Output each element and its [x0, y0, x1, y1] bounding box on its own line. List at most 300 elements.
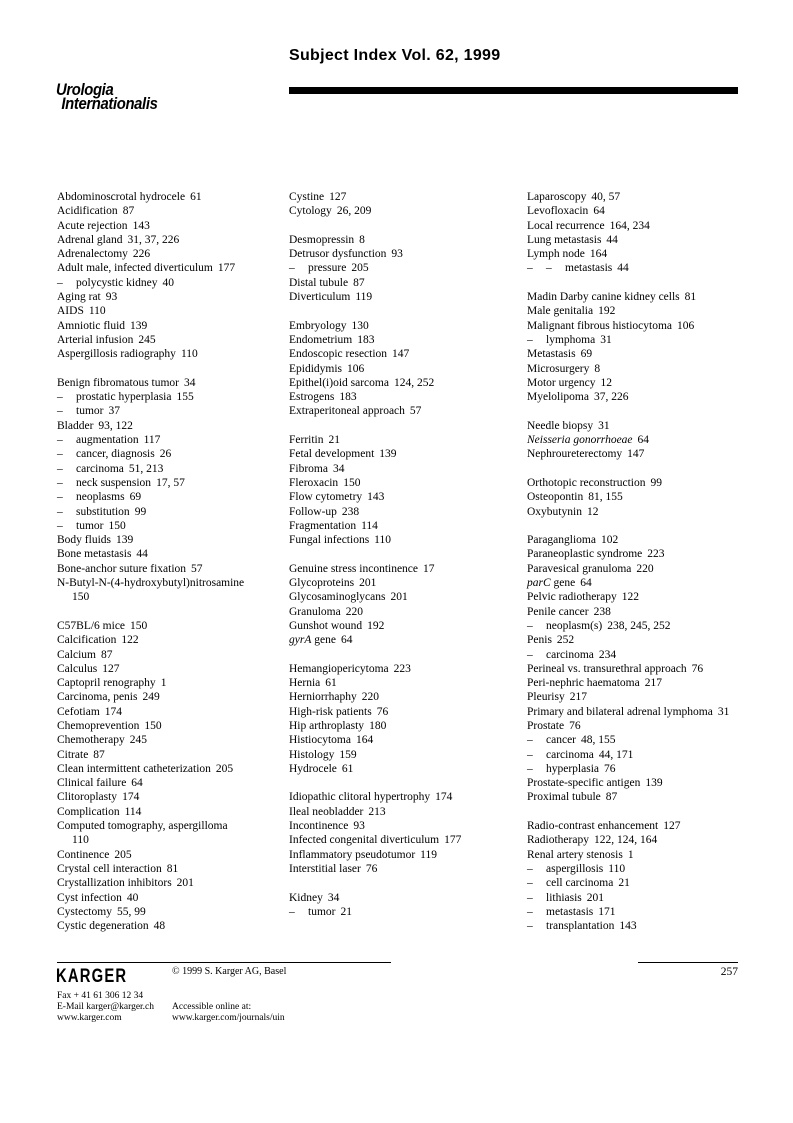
index-group — [289, 233, 520, 304]
page-numbers: 130 — [351, 319, 369, 332]
index-entry: Histiocytoma 164 — [289, 734, 374, 747]
page-numbers: 155 — [176, 391, 194, 404]
page-numbers: 44 — [617, 262, 629, 275]
index-entry: Gunshot wound 192 — [289, 619, 385, 632]
page-numbers: 64 — [580, 577, 592, 590]
page-numbers: 143 — [367, 491, 385, 504]
index-entry: Cytology 26, 209 — [289, 205, 372, 218]
index-group — [527, 190, 775, 276]
subentry-dash: – — [527, 905, 533, 918]
page-numbers: 150 — [343, 476, 361, 489]
index-entry: Crystallization inhibitors 201 — [57, 877, 194, 890]
page-numbers: 57 — [191, 562, 203, 575]
index-entry: Desmopressin 8 — [289, 233, 365, 246]
page-numbers: 37 — [108, 405, 120, 418]
index-column-2 — [289, 190, 520, 919]
index-group — [527, 290, 775, 404]
index-entry: Calculus 127 — [57, 662, 120, 675]
page-numbers: 37, 226 — [593, 391, 629, 404]
index-entry: Pelvic radiotherapy 122 — [527, 591, 639, 604]
index-group — [289, 562, 520, 648]
index-entry: Needle biopsy 31 — [527, 419, 610, 432]
page-numbers: 87 — [100, 648, 113, 661]
index-entry: Penis 252 — [527, 634, 575, 647]
index-entry: Incontinence 93 — [289, 820, 365, 833]
index-entry: – prostatic hyperplasia 155 — [57, 391, 194, 404]
index-entry: Radiotherapy 122, 124, 164 — [527, 834, 658, 847]
fax-line: Fax + 41 61 306 12 34 — [57, 991, 144, 1001]
index-column-3 — [527, 190, 775, 933]
index-entry: Paravesical granuloma 220 — [527, 562, 654, 575]
index-entry: Carcinoma, penis 249 — [57, 691, 160, 704]
index-entry: – lymphoma 31 — [527, 333, 612, 346]
index-entry: Bone metastasis 44 — [57, 548, 148, 561]
index-entry: High-risk patients 76 — [289, 705, 389, 718]
index-entry: Microsurgery 8 — [527, 362, 601, 375]
page-numbers: 223 — [393, 662, 411, 675]
index-entry: Inflammatory pseudotumor 119 — [289, 848, 437, 861]
page-numbers: 69 — [580, 348, 593, 361]
index-group — [527, 819, 775, 933]
index-entry: Idiopathic clitoral hypertrophy 174 — [289, 791, 453, 804]
index-entry: Local recurrence 164, 234 — [527, 219, 650, 232]
index-entry: – polycystic kidney 40 — [57, 276, 174, 289]
page-numbers: 174 — [104, 705, 123, 718]
page-numbers: 99 — [134, 505, 147, 518]
index-entry: Prostate 76 — [527, 719, 581, 732]
index-entry: Radio-contrast enhancement 127 — [527, 820, 681, 833]
footer-rule-right — [638, 962, 738, 963]
index-entry: – cancer 48, 155 — [527, 734, 616, 747]
index-entry: Epithel(i)oid sarcoma 124, 252 — [289, 376, 435, 389]
page-numbers: 122 — [621, 591, 639, 604]
index-entry: Abdominoscrotal hydrocele 61 — [57, 191, 202, 203]
page-numbers: 17, 57 — [156, 476, 185, 489]
index-entry: Estrogens 183 — [289, 391, 357, 404]
page-numbers: 76 — [691, 662, 704, 675]
index-entry: Granuloma 220 — [289, 605, 363, 618]
index-entry: Oxybutynin 12 — [527, 505, 599, 518]
index-entry: Fleroxacin 150 — [289, 476, 361, 489]
index-entry: – hyperplasia 76 — [527, 762, 616, 775]
page-numbers: 31 — [717, 705, 730, 718]
subentry-dash: – — [57, 519, 63, 532]
page-numbers: 164 — [589, 248, 608, 261]
index-entry: Fetal development 139 — [289, 448, 397, 461]
page-numbers: 40 — [126, 891, 139, 904]
index-group — [527, 533, 775, 805]
subentry-dash: – — [527, 877, 533, 890]
index-entry: Neisseria gonorrhoeae 64 — [527, 434, 650, 447]
page-numbers: 61 — [341, 762, 354, 775]
index-group — [289, 319, 520, 419]
page-numbers: 99 — [650, 476, 662, 489]
page-numbers: 55, 99 — [116, 905, 146, 918]
page-numbers: 180 — [369, 719, 387, 732]
page-numbers: 93 — [391, 248, 403, 261]
page-numbers: 44 — [606, 233, 618, 246]
index-entry: Genuine stress incontinence 17 — [289, 562, 435, 575]
page-numbers: 238 — [593, 605, 611, 618]
index-entry: Bone-anchor suture fixation 57 — [57, 562, 203, 575]
page-numbers: 8 — [594, 362, 601, 375]
page-numbers: 124, 252 — [393, 376, 435, 389]
subentry-dash: – — [527, 762, 533, 775]
page-numbers: 177 — [444, 834, 462, 847]
index-group — [289, 891, 520, 920]
page-numbers: 21 — [328, 434, 340, 447]
page-numbers: 119 — [420, 848, 437, 861]
page-numbers: 21 — [618, 877, 630, 890]
index-entry: Cyst infection 40 — [57, 891, 139, 904]
footer-rule-left — [57, 962, 391, 963]
page-numbers: 213 — [368, 805, 386, 818]
page-numbers: 69 — [129, 491, 142, 504]
index-entry: Adrenalectomy 226 — [57, 248, 151, 261]
page-numbers: 110 — [88, 305, 106, 318]
subentry-dash: – — [546, 262, 552, 275]
page-numbers: 201 — [359, 577, 377, 590]
index-entry: Hernia 61 — [289, 677, 337, 690]
page-numbers: 150 — [144, 719, 162, 732]
page-numbers: 31 — [598, 419, 610, 432]
page-numbers: 252 — [556, 634, 575, 647]
page-numbers: 147 — [392, 348, 410, 361]
page-numbers: 205 — [215, 762, 234, 775]
page-numbers: 64 — [637, 434, 650, 447]
index-entry: Follow-up 238 — [289, 505, 360, 518]
index-entry: – cancer, diagnosis 26 — [57, 448, 172, 461]
page-numbers: 150 — [108, 519, 126, 532]
page-numbers: 1 — [160, 677, 167, 690]
subentry-dash: – — [289, 262, 295, 275]
index-entry: – – metastasis 44 — [527, 262, 629, 275]
page-numbers: 127 — [663, 820, 681, 833]
index-entry: Laparoscopy 40, 57 — [527, 191, 621, 203]
index-entry: Perineal vs. transurethral approach 76 — [527, 662, 704, 675]
index-entry: Ferritin 21 — [289, 434, 340, 447]
index-entry: Ileal neobladder 213 — [289, 805, 386, 818]
page-numbers: 48 — [153, 920, 166, 933]
subentry-dash: – — [527, 734, 533, 747]
page-numbers: 81 — [166, 862, 179, 875]
page-numbers: 205 — [351, 262, 369, 275]
index-entry: Glycoproteins 201 — [289, 577, 377, 590]
index-entry: Aging rat 93 — [57, 291, 118, 304]
index-entry: Hydrocele 61 — [289, 762, 354, 775]
index-entry: Flow cytometry 143 — [289, 491, 385, 504]
index-entry: Endometrium 183 — [289, 333, 375, 346]
index-group — [57, 190, 282, 362]
online-label: Accessible online at: — [172, 1002, 252, 1012]
index-entry: Bladder 93, 122 — [57, 419, 133, 432]
page-numbers: 61 — [190, 191, 202, 203]
website-line: www.karger.com — [57, 1013, 122, 1023]
page-numbers: 220 — [636, 562, 654, 575]
page-numbers: 87 — [93, 748, 105, 761]
index-entry: Continence 205 — [57, 848, 132, 861]
page-numbers: 93, 122 — [98, 419, 133, 432]
subentry-dash: – — [527, 648, 533, 661]
index-entry: Hemangiopericytoma 223 — [289, 662, 411, 675]
index-entry: Citrate 87 — [57, 748, 105, 761]
page-numbers: 76 — [365, 862, 378, 875]
subentry-dash: – — [527, 262, 533, 275]
page-numbers: 93 — [353, 820, 365, 833]
index-entry: Metastasis 69 — [527, 348, 593, 361]
index-entry: Pleurisy 217 — [527, 691, 587, 704]
page-numbers: 122, 124, 164 — [593, 834, 658, 847]
page-numbers: 64 — [131, 777, 143, 790]
index-entry: Chemoprevention 150 — [57, 719, 162, 732]
index-entry: Paraneoplastic syndrome 223 — [527, 548, 665, 561]
page-numbers: 76 — [376, 705, 389, 718]
index-entry: Fragmentation 114 — [289, 519, 378, 532]
index-column-1 — [57, 190, 282, 933]
email-line: E-Mail karger@karger.ch — [57, 1002, 155, 1012]
page-numbers: 147 — [627, 448, 645, 461]
index-entry: Cefotiam 174 — [57, 705, 123, 718]
index-entry: Peri-nephric haematoma 217 — [527, 677, 662, 690]
subentry-dash: – — [527, 333, 533, 346]
copyright-text: © 1999 S. Karger AG, Basel — [172, 966, 287, 977]
index-entry: Lymph node 164 — [527, 248, 608, 261]
journal-logo-line1: Urologia — [56, 81, 114, 99]
page-numbers: 110 — [72, 834, 89, 847]
index-entry: Acute rejection 143 — [57, 219, 150, 232]
page-numbers: 122 — [121, 634, 139, 647]
page-numbers: 217 — [644, 677, 662, 690]
index-group — [289, 190, 520, 219]
index-entry: Fungal infections 110 — [289, 534, 391, 547]
index-entry: Prostate-specific antigen 139 — [527, 777, 663, 790]
index-entry: – neck suspension 17, 57 — [57, 476, 185, 489]
index-entry: Embryology 130 — [289, 319, 369, 332]
online-block — [172, 1002, 285, 1024]
page-numbers: 201 — [586, 891, 605, 904]
index-entry: Kidney 34 — [289, 891, 340, 904]
page-numbers: 127 — [329, 191, 347, 203]
page-numbers: 31, 37, 226 — [127, 233, 180, 246]
index-entry: Detrusor dysfunction 93 — [289, 248, 403, 261]
index-entry: Computed tomography, aspergilloma 110 — [57, 820, 228, 847]
index-entry: Histology 159 — [289, 748, 357, 761]
page-numbers: 51, 213 — [128, 462, 164, 475]
page-numbers: 110 — [180, 348, 198, 361]
page-numbers: 40, 57 — [591, 191, 621, 203]
page-numbers: 205 — [114, 848, 132, 861]
subentry-dash: – — [57, 434, 63, 447]
index-entry: Complication 114 — [57, 805, 142, 818]
index-entry: Paraganglioma 102 — [527, 534, 619, 547]
index-entry: Calcium 87 — [57, 648, 113, 661]
page-numbers: 127 — [102, 662, 120, 675]
index-entry: – metastasis 171 — [527, 905, 616, 918]
index-entry: Clitoroplasty 174 — [57, 791, 140, 804]
index-entry: Benign fibromatous tumor 34 — [57, 376, 196, 389]
index-group — [527, 419, 775, 462]
index-entry: parC gene 64 — [527, 577, 592, 590]
index-entry: Calcification 122 — [57, 634, 139, 647]
page-numbers: 150 — [130, 619, 148, 632]
index-entry: Clean intermittent catheterization 205 — [57, 762, 234, 775]
page-numbers: 171 — [598, 905, 616, 918]
page-numbers: 201 — [390, 591, 408, 604]
page-numbers: 226 — [132, 248, 151, 261]
page-numbers: 143 — [619, 920, 637, 933]
index-entry: Penile cancer 238 — [527, 605, 611, 618]
page-numbers: 34 — [184, 376, 196, 389]
subentry-dash: – — [527, 748, 533, 761]
online-url: www.karger.com/journals/uin — [172, 1013, 285, 1023]
page-numbers: 217 — [569, 691, 587, 704]
page-numbers: 61 — [325, 677, 337, 690]
index-entry: Diverticulum 119 — [289, 291, 373, 304]
index-entry: – lithiasis 201 — [527, 891, 605, 904]
index-entry: Extraperitoneal approach 57 — [289, 405, 422, 418]
page-numbers: 192 — [367, 619, 385, 632]
index-entry: Amniotic fluid 139 — [57, 319, 148, 332]
page-numbers: 26, 209 — [336, 205, 372, 218]
page-numbers: 110 — [608, 862, 626, 875]
subentry-dash: – — [527, 862, 533, 875]
index-entry: Renal artery stenosis 1 — [527, 848, 634, 861]
page-numbers: 164 — [355, 734, 374, 747]
page-numbers: 220 — [345, 605, 363, 618]
index-group — [57, 619, 282, 934]
page-numbers: 119 — [355, 291, 373, 304]
page-numbers: 64 — [340, 634, 353, 647]
page-numbers: 238, 245, 252 — [607, 619, 671, 632]
journal-logo — [56, 81, 158, 113]
subentry-dash: – — [289, 905, 295, 918]
page-numbers: 159 — [339, 748, 357, 761]
index-group — [527, 476, 775, 519]
index-entry: – tumor 150 — [57, 519, 126, 532]
page-numbers: 31 — [600, 333, 612, 346]
index-entry: – transplantation 143 — [527, 920, 637, 933]
page-numbers: 93 — [105, 291, 118, 304]
index-entry: Cystic degeneration 48 — [57, 920, 166, 933]
page-numbers: 8 — [359, 233, 365, 246]
index-entry: C57BL/6 mice 150 — [57, 619, 148, 632]
page-numbers: 48, 155 — [581, 734, 616, 747]
page-numbers: 220 — [361, 691, 379, 704]
page-numbers: 174 — [435, 791, 453, 804]
page-numbers: 139 — [116, 534, 134, 547]
index-entry: Nephroureterectomy 147 — [527, 448, 645, 461]
index-group — [57, 376, 282, 605]
page-numbers: 245 — [138, 333, 156, 346]
index-entry: AIDS 110 — [57, 305, 106, 318]
index-entry: – neoplasm(s) 238, 245, 252 — [527, 619, 671, 632]
index-entry: Madin Darby canine kidney cells 81 — [527, 291, 697, 304]
index-entry: Crystal cell interaction 81 — [57, 862, 179, 875]
page-numbers: 174 — [122, 791, 140, 804]
page-numbers: 12 — [586, 505, 599, 518]
page-numbers: 143 — [132, 219, 150, 232]
page-numbers: 201 — [176, 877, 194, 890]
index-group — [289, 662, 520, 776]
page-numbers: 238 — [341, 505, 360, 518]
index-entry: – aspergillosis 110 — [527, 862, 626, 875]
index-entry: – tumor 37 — [57, 405, 120, 418]
page-numbers: 139 — [645, 777, 663, 790]
index-entry: Cystectomy 55, 99 — [57, 905, 146, 918]
index-entry: Adrenal gland 31, 37, 226 — [57, 233, 180, 246]
title-rule — [289, 87, 738, 94]
index-entry: Motor urgency 12 — [527, 376, 612, 389]
index-entry: Male genitalia 192 — [527, 305, 616, 318]
page-numbers: 139 — [130, 319, 148, 332]
subentry-dash: – — [527, 920, 533, 933]
page-number: 257 — [720, 966, 738, 978]
page-numbers: 223 — [647, 548, 665, 561]
page-numbers: 87 — [605, 791, 618, 804]
index-entry: Lung metastasis 44 — [527, 233, 618, 246]
page-numbers: 87 — [122, 205, 135, 218]
page-numbers: 57 — [409, 405, 422, 418]
index-entry: Aspergillosis radiography 110 — [57, 348, 198, 361]
page-numbers: 76 — [604, 762, 616, 775]
page-numbers: 40 — [162, 276, 174, 289]
page-numbers: 249 — [142, 691, 160, 704]
index-entry: Infected congenital diverticulum 177 — [289, 834, 462, 847]
page-numbers: 106 — [677, 319, 695, 332]
index-entry: Clinical failure 64 — [57, 777, 143, 790]
contact-block — [57, 991, 154, 1024]
page-numbers: 12 — [600, 376, 612, 389]
index-entry: Herniorrhaphy 220 — [289, 691, 379, 704]
subentry-dash: – — [57, 505, 63, 518]
page-numbers: 17 — [423, 562, 435, 575]
subentry-dash: – — [57, 476, 63, 489]
page-numbers: 76 — [569, 719, 581, 732]
page-numbers: 110 — [374, 534, 391, 547]
index-entry: Arterial infusion 245 — [57, 333, 156, 346]
index-entry: Malignant fibrous histiocytoma 106 — [527, 319, 695, 332]
index-entry: Orthotopic reconstruction 99 — [527, 476, 662, 489]
page-numbers: 87 — [353, 276, 365, 289]
index-entry: – substitution 99 — [57, 505, 147, 518]
index-entry: Fibroma 34 — [289, 462, 345, 475]
index-entry: Body fluids 139 — [57, 534, 134, 547]
page-numbers: 183 — [339, 391, 357, 404]
index-entry: Acidification 87 — [57, 205, 135, 218]
page-numbers: 139 — [379, 448, 397, 461]
index-entry: Hip arthroplasty 180 — [289, 719, 387, 732]
page-numbers: 234 — [598, 648, 617, 661]
page-numbers: 245 — [129, 734, 147, 747]
page-numbers: 26 — [159, 448, 172, 461]
page-numbers: 164, 234 — [609, 219, 650, 232]
index-entry: Adult male, infected diverticulum 177 — [57, 262, 236, 275]
subentry-dash: – — [57, 462, 63, 475]
index-entry: Glycosaminoglycans 201 — [289, 591, 408, 604]
page-numbers: 64 — [593, 205, 605, 218]
index-entry: – carcinoma 51, 213 — [57, 462, 164, 475]
index-entry: – carcinoma 44, 171 — [527, 748, 634, 761]
subentry-dash: – — [57, 491, 63, 504]
index-entry: – cell carcinoma 21 — [527, 877, 630, 890]
index-entry: – pressure 205 — [289, 262, 369, 275]
page-numbers: 106 — [347, 362, 365, 375]
page-numbers: 117 — [143, 434, 161, 447]
subentry-dash: – — [527, 619, 533, 632]
index-entry: N-Butyl-N-(4-hydroxybutyl)nitrosamine 150 — [57, 577, 245, 604]
index-entry: Chemotherapy 245 — [57, 734, 147, 747]
index-entry: gyrA gene 64 — [289, 634, 353, 647]
